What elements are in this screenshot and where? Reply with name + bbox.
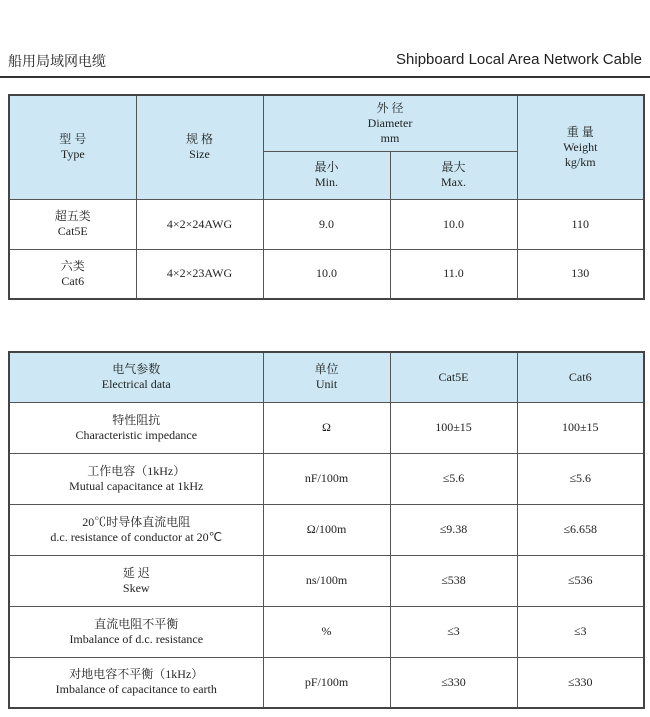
table-row	[9, 657, 644, 708]
type-cell: 超五类 Cat5E	[9, 199, 136, 249]
cat6-cell: ≤536	[517, 555, 644, 606]
table-row	[9, 504, 644, 555]
cat6-cell: ≤6.658	[517, 504, 644, 555]
dimensions-table	[8, 94, 645, 300]
table-row	[9, 249, 644, 299]
cat5e-cell: ≤9.38	[390, 504, 517, 555]
header-type: 型 号 Type	[9, 95, 136, 199]
unit-cell: pF/100m	[263, 657, 390, 708]
parameter-cell: 工作电容（1kHz） Mutual capacitance at 1kHz	[9, 453, 263, 504]
max-cell: 11.0	[390, 249, 517, 299]
header-max: 最大 Max.	[390, 151, 517, 199]
max-cell: 10.0	[390, 199, 517, 249]
cat5e-cell: ≤5.6	[390, 453, 517, 504]
cat5e-cell: ≤538	[390, 555, 517, 606]
cat5e-cell: ≤3	[390, 606, 517, 657]
min-cell: 10.0	[263, 249, 390, 299]
type-cell: 六类 Cat6	[9, 249, 136, 299]
header-cat6: Cat6	[517, 352, 644, 402]
table-row	[9, 402, 644, 453]
min-cell: 9.0	[263, 199, 390, 249]
parameter-cell: 对地电容不平衡（1kHz） Imbalance of capacitance to earth	[9, 657, 263, 708]
table-row	[9, 453, 644, 504]
header-divider	[0, 76, 650, 78]
header-cat5e: Cat5E	[390, 352, 517, 402]
parameter-cell: 20℃时导体直流电阻 d.c. resistance of conductor at 20℃	[9, 504, 263, 555]
page-title-en: Shipboard Local Area Network Cable	[396, 51, 642, 68]
parameter-cell: 直流电阻不平衡 Imbalance of d.c. resistance	[9, 606, 263, 657]
unit-cell: %	[263, 606, 390, 657]
unit-cell: Ω	[263, 402, 390, 453]
header-size: 规 格 Size	[136, 95, 263, 199]
cat6-cell: ≤330	[517, 657, 644, 708]
table-row	[9, 199, 644, 249]
size-cell: 4×2×23AWG	[136, 249, 263, 299]
unit-cell: nF/100m	[263, 453, 390, 504]
cat6-cell: ≤5.6	[517, 453, 644, 504]
header-min: 最小 Min.	[263, 151, 390, 199]
table-row	[9, 606, 644, 657]
electrical-table	[8, 351, 645, 709]
cat6-cell: ≤3	[517, 606, 644, 657]
cat5e-cell: ≤330	[390, 657, 517, 708]
parameter-cell: 延 迟 Skew	[9, 555, 263, 606]
header-unit: 单位 Unit	[263, 352, 390, 402]
unit-cell: ns/100m	[263, 555, 390, 606]
header-diameter: 外 径 Diameter mm	[263, 95, 517, 151]
page-title-cn: 船用局域网电缆	[8, 54, 106, 70]
weight-cell: 130	[517, 249, 644, 299]
parameter-cell: 特性阻抗 Characteristic impedance	[9, 402, 263, 453]
header-electrical-data: 电气参数 Electrical data	[9, 352, 263, 402]
cat5e-cell: 100±15	[390, 402, 517, 453]
size-cell: 4×2×24AWG	[136, 199, 263, 249]
unit-cell: Ω/100m	[263, 504, 390, 555]
weight-cell: 110	[517, 199, 644, 249]
table-row	[9, 555, 644, 606]
header-weight: 重 量 Weight kg/km	[517, 95, 644, 199]
cat6-cell: 100±15	[517, 402, 644, 453]
